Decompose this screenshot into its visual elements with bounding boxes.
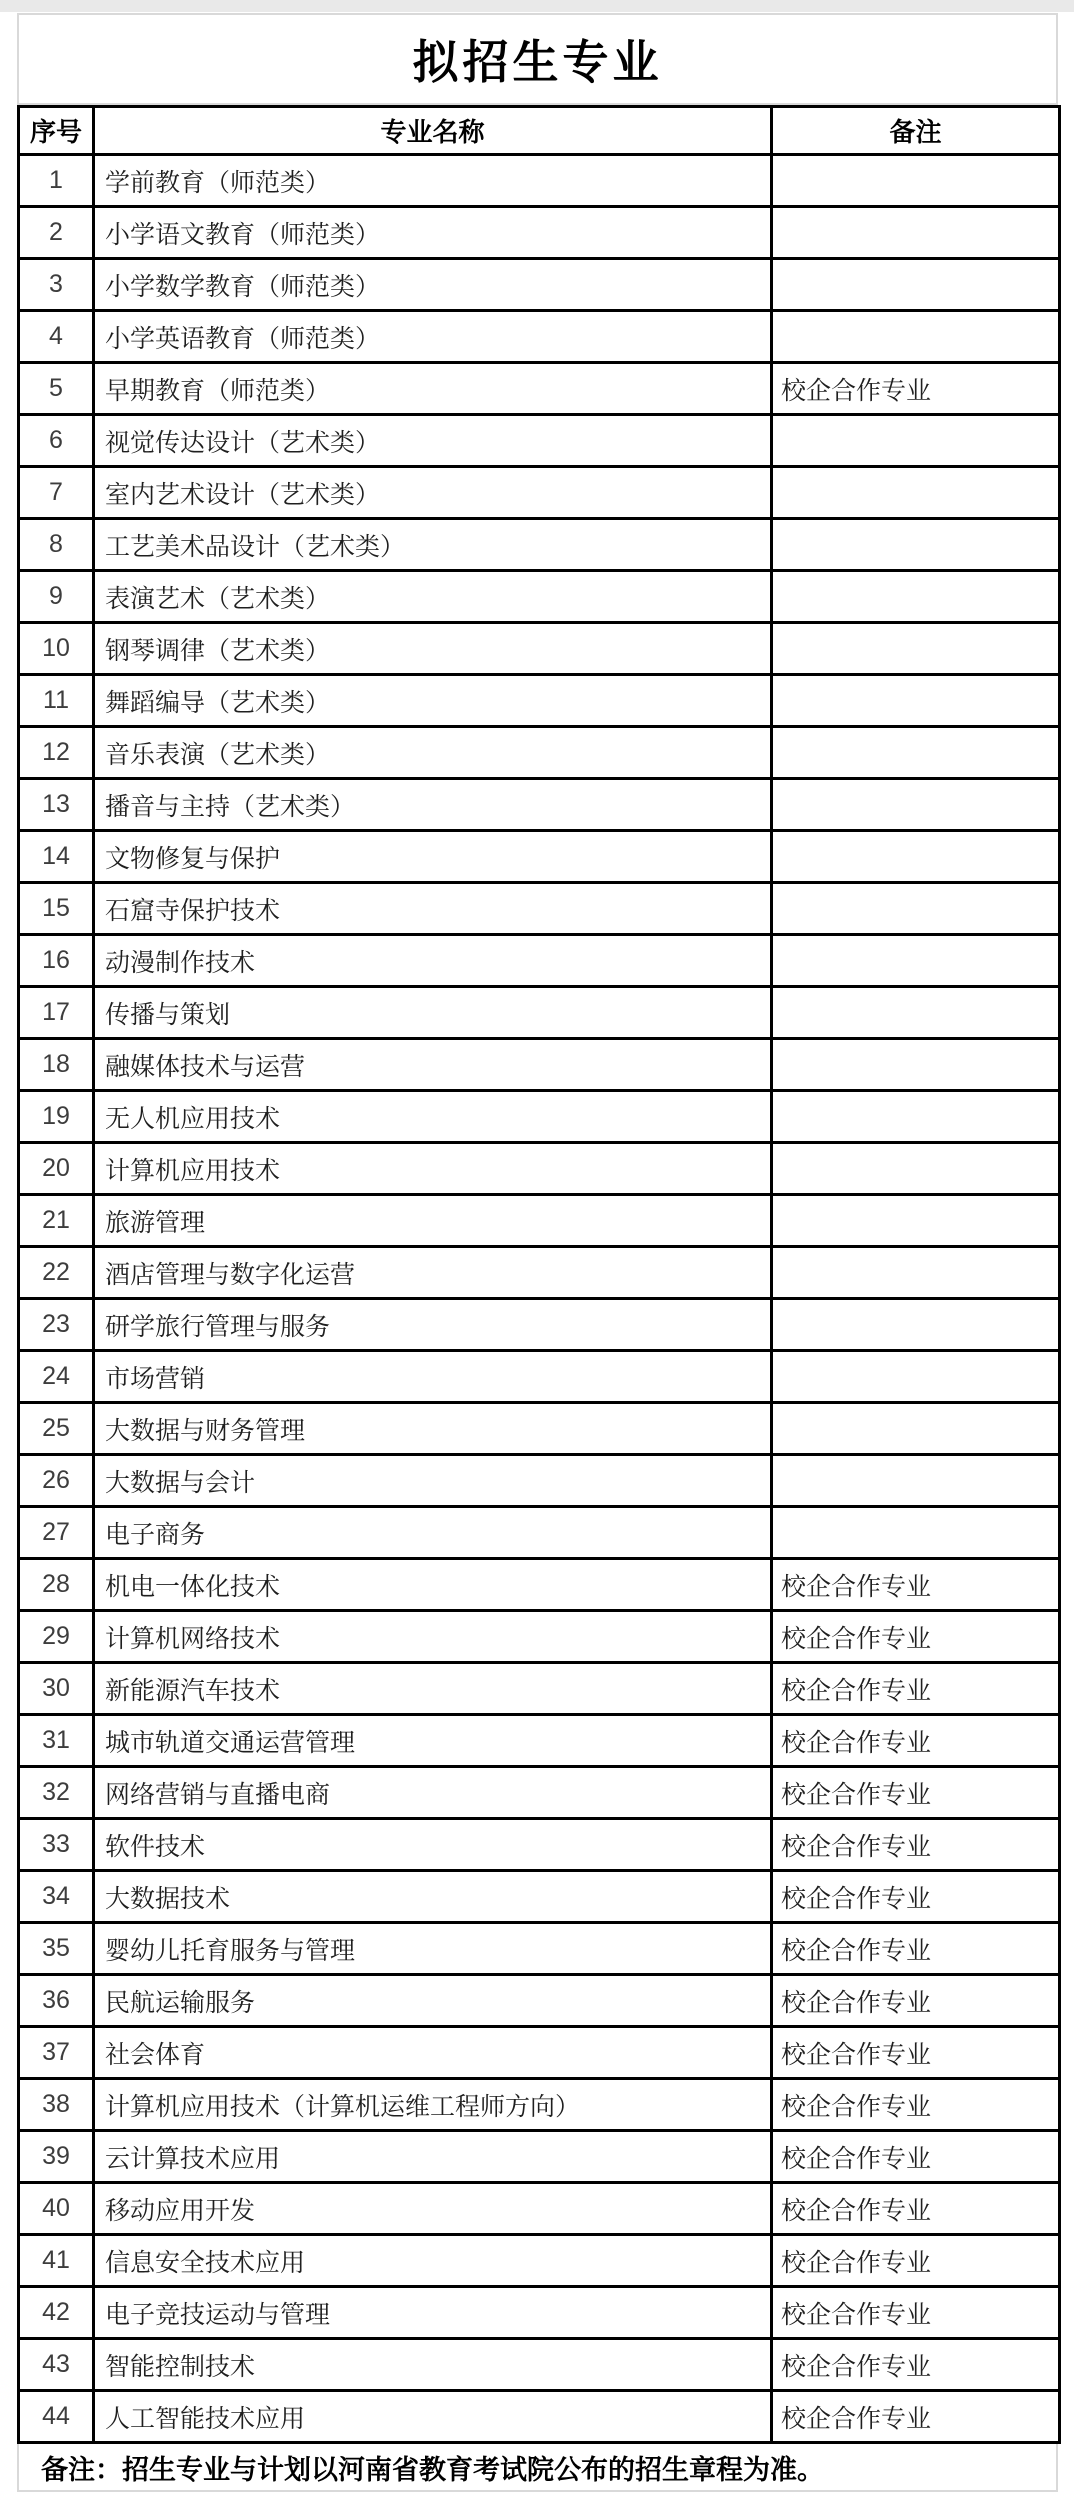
row-major: 大数据技术: [94, 1871, 772, 1923]
row-remark: [772, 623, 1060, 675]
header-col-major: 专业名称: [94, 107, 772, 155]
row-index: 42: [19, 2287, 94, 2339]
row-index: 22: [19, 1247, 94, 1299]
row-remark: 校企合作专业: [772, 1923, 1060, 1975]
table-row: [19, 1403, 1060, 1455]
table-row: [19, 311, 1060, 363]
row-index: 20: [19, 1143, 94, 1195]
table-row: [19, 259, 1060, 311]
row-major: 传播与策划: [94, 987, 772, 1039]
row-index: 39: [19, 2131, 94, 2183]
row-remark: 校企合作专业: [772, 1871, 1060, 1923]
table-row: [19, 1299, 1060, 1351]
table-row: [19, 1975, 1060, 2027]
row-major: 室内艺术设计（艺术类）: [94, 467, 772, 519]
row-remark: [772, 1403, 1060, 1455]
table-row: [19, 623, 1060, 675]
row-remark: 校企合作专业: [772, 2339, 1060, 2391]
row-remark: 校企合作专业: [772, 1715, 1060, 1767]
page-title: 拟招生专业: [412, 37, 663, 88]
majors-table: [17, 105, 1061, 2444]
table-body: [19, 155, 1060, 2443]
row-remark: [772, 311, 1060, 363]
row-major: 工艺美术品设计（艺术类）: [94, 519, 772, 571]
row-remark: [772, 1195, 1060, 1247]
row-major: 视觉传达设计（艺术类）: [94, 415, 772, 467]
table-row: [19, 1455, 1060, 1507]
row-index: 5: [19, 363, 94, 415]
row-major: 民航运输服务: [94, 1975, 772, 2027]
table-row: [19, 1871, 1060, 1923]
row-major: 小学数学教育（师范类）: [94, 259, 772, 311]
row-index: 34: [19, 1871, 94, 1923]
row-major: 机电一体化技术: [94, 1559, 772, 1611]
row-index: 30: [19, 1663, 94, 1715]
table-row: [19, 831, 1060, 883]
row-index: 25: [19, 1403, 94, 1455]
row-remark: 校企合作专业: [772, 1559, 1060, 1611]
row-remark: 校企合作专业: [772, 1975, 1060, 2027]
row-index: 8: [19, 519, 94, 571]
row-index: 2: [19, 207, 94, 259]
row-major: 融媒体技术与运营: [94, 1039, 772, 1091]
row-remark: [772, 467, 1060, 519]
row-remark: 校企合作专业: [772, 2235, 1060, 2287]
row-remark: [772, 155, 1060, 207]
row-remark: [772, 519, 1060, 571]
row-index: 1: [19, 155, 94, 207]
row-index: 33: [19, 1819, 94, 1871]
row-remark: [772, 935, 1060, 987]
table-row: [19, 779, 1060, 831]
row-major: 电子竞技运动与管理: [94, 2287, 772, 2339]
row-remark: [772, 675, 1060, 727]
row-index: 4: [19, 311, 94, 363]
row-major: 舞蹈编导（艺术类）: [94, 675, 772, 727]
row-remark: [772, 259, 1060, 311]
row-remark: 校企合作专业: [772, 2183, 1060, 2235]
row-index: 3: [19, 259, 94, 311]
row-index: 23: [19, 1299, 94, 1351]
page-top-band: [0, 0, 1074, 12]
table-row: [19, 1091, 1060, 1143]
row-major: 小学英语教育（师范类）: [94, 311, 772, 363]
row-remark: 校企合作专业: [772, 2391, 1060, 2443]
table-row: [19, 883, 1060, 935]
row-major: 旅游管理: [94, 1195, 772, 1247]
row-remark: 校企合作专业: [772, 1819, 1060, 1871]
row-major: 城市轨道交通运营管理: [94, 1715, 772, 1767]
footer-note: 备注：招生专业与计划以河南省教育考试院公布的招生章程为准。: [41, 2454, 824, 2485]
row-remark: 校企合作专业: [772, 1767, 1060, 1819]
row-major: 人工智能技术应用: [94, 2391, 772, 2443]
row-remark: [772, 1039, 1060, 1091]
table-row: [19, 1195, 1060, 1247]
row-index: 43: [19, 2339, 94, 2391]
row-remark: 校企合作专业: [772, 2131, 1060, 2183]
row-index: 31: [19, 1715, 94, 1767]
row-major: 智能控制技术: [94, 2339, 772, 2391]
row-index: 19: [19, 1091, 94, 1143]
table-row: [19, 1767, 1060, 1819]
row-remark: [772, 1351, 1060, 1403]
row-remark: [772, 779, 1060, 831]
row-major: 网络营销与直播电商: [94, 1767, 772, 1819]
row-index: 16: [19, 935, 94, 987]
row-index: 15: [19, 883, 94, 935]
row-index: 6: [19, 415, 94, 467]
row-remark: [772, 1455, 1060, 1507]
row-major: 小学语文教育（师范类）: [94, 207, 772, 259]
row-major: 计算机应用技术（计算机运维工程师方向）: [94, 2079, 772, 2131]
row-index: 12: [19, 727, 94, 779]
row-remark: 校企合作专业: [772, 1611, 1060, 1663]
row-index: 40: [19, 2183, 94, 2235]
row-index: 29: [19, 1611, 94, 1663]
header-row: [19, 107, 1060, 155]
row-major: 钢琴调律（艺术类）: [94, 623, 772, 675]
row-index: 21: [19, 1195, 94, 1247]
table-row: [19, 675, 1060, 727]
row-remark: [772, 831, 1060, 883]
table-row: [19, 2287, 1060, 2339]
table-row: [19, 1039, 1060, 1091]
row-remark: 校企合作专业: [772, 2079, 1060, 2131]
row-major: 云计算技术应用: [94, 2131, 772, 2183]
row-remark: 校企合作专业: [772, 2287, 1060, 2339]
table-row: [19, 1507, 1060, 1559]
table-row: [19, 155, 1060, 207]
row-index: 10: [19, 623, 94, 675]
row-remark: [772, 1091, 1060, 1143]
row-major: 音乐表演（艺术类）: [94, 727, 772, 779]
table-row: [19, 415, 1060, 467]
table-row: [19, 1715, 1060, 1767]
row-remark: [772, 1299, 1060, 1351]
table-row: [19, 1351, 1060, 1403]
table-row: [19, 2131, 1060, 2183]
row-remark: 校企合作专业: [772, 363, 1060, 415]
table-row: [19, 1819, 1060, 1871]
row-index: 18: [19, 1039, 94, 1091]
row-remark: [772, 415, 1060, 467]
header-col-remark: 备注: [772, 107, 1060, 155]
row-remark: [772, 571, 1060, 623]
row-index: 26: [19, 1455, 94, 1507]
row-index: 36: [19, 1975, 94, 2027]
row-index: 9: [19, 571, 94, 623]
table-row: [19, 987, 1060, 1039]
table-row: [19, 363, 1060, 415]
row-major: 播音与主持（艺术类）: [94, 779, 772, 831]
table-row: [19, 2339, 1060, 2391]
row-major: 文物修复与保护: [94, 831, 772, 883]
row-major: 社会体育: [94, 2027, 772, 2079]
table-row: [19, 1611, 1060, 1663]
table-row: [19, 207, 1060, 259]
row-index: 41: [19, 2235, 94, 2287]
row-remark: [772, 883, 1060, 935]
row-major: 新能源汽车技术: [94, 1663, 772, 1715]
table-row: [19, 1247, 1060, 1299]
row-index: 13: [19, 779, 94, 831]
row-index: 27: [19, 1507, 94, 1559]
table-row: [19, 1663, 1060, 1715]
table-row: [19, 1559, 1060, 1611]
row-remark: [772, 987, 1060, 1039]
table-header: [19, 107, 1060, 155]
table-row: [19, 935, 1060, 987]
footer-note-row: [17, 2444, 1058, 2492]
row-index: 35: [19, 1923, 94, 1975]
header-col-no: 序号: [19, 107, 94, 155]
row-index: 37: [19, 2027, 94, 2079]
row-major: 电子商务: [94, 1507, 772, 1559]
row-major: 研学旅行管理与服务: [94, 1299, 772, 1351]
row-index: 17: [19, 987, 94, 1039]
row-major: 表演艺术（艺术类）: [94, 571, 772, 623]
table-row: [19, 2027, 1060, 2079]
row-major: 大数据与财务管理: [94, 1403, 772, 1455]
title-cell: [17, 13, 1058, 105]
row-major: 大数据与会计: [94, 1455, 772, 1507]
row-major: 石窟寺保护技术: [94, 883, 772, 935]
page-content: [17, 13, 1058, 2492]
row-index: 38: [19, 2079, 94, 2131]
table-row: [19, 2183, 1060, 2235]
table-row: [19, 1143, 1060, 1195]
table-row: [19, 727, 1060, 779]
row-major: 早期教育（师范类）: [94, 363, 772, 415]
table-row: [19, 571, 1060, 623]
row-remark: [772, 1507, 1060, 1559]
table-row: [19, 2235, 1060, 2287]
row-major: 动漫制作技术: [94, 935, 772, 987]
row-index: 7: [19, 467, 94, 519]
row-remark: [772, 207, 1060, 259]
row-index: 14: [19, 831, 94, 883]
row-remark: 校企合作专业: [772, 1663, 1060, 1715]
row-major: 酒店管理与数字化运营: [94, 1247, 772, 1299]
table-row: [19, 1923, 1060, 1975]
row-index: 24: [19, 1351, 94, 1403]
row-major: 市场营销: [94, 1351, 772, 1403]
row-index: 32: [19, 1767, 94, 1819]
row-major: 计算机网络技术: [94, 1611, 772, 1663]
row-major: 学前教育（师范类）: [94, 155, 772, 207]
row-major: 计算机应用技术: [94, 1143, 772, 1195]
table-row: [19, 2391, 1060, 2443]
table-row: [19, 2079, 1060, 2131]
row-remark: [772, 1143, 1060, 1195]
row-major: 移动应用开发: [94, 2183, 772, 2235]
row-major: 婴幼儿托育服务与管理: [94, 1923, 772, 1975]
row-remark: 校企合作专业: [772, 2027, 1060, 2079]
row-major: 无人机应用技术: [94, 1091, 772, 1143]
row-remark: [772, 727, 1060, 779]
row-major: 信息安全技术应用: [94, 2235, 772, 2287]
row-major: 软件技术: [94, 1819, 772, 1871]
row-index: 44: [19, 2391, 94, 2443]
row-index: 28: [19, 1559, 94, 1611]
row-remark: [772, 1247, 1060, 1299]
table-row: [19, 519, 1060, 571]
table-row: [19, 467, 1060, 519]
row-index: 11: [19, 675, 94, 727]
